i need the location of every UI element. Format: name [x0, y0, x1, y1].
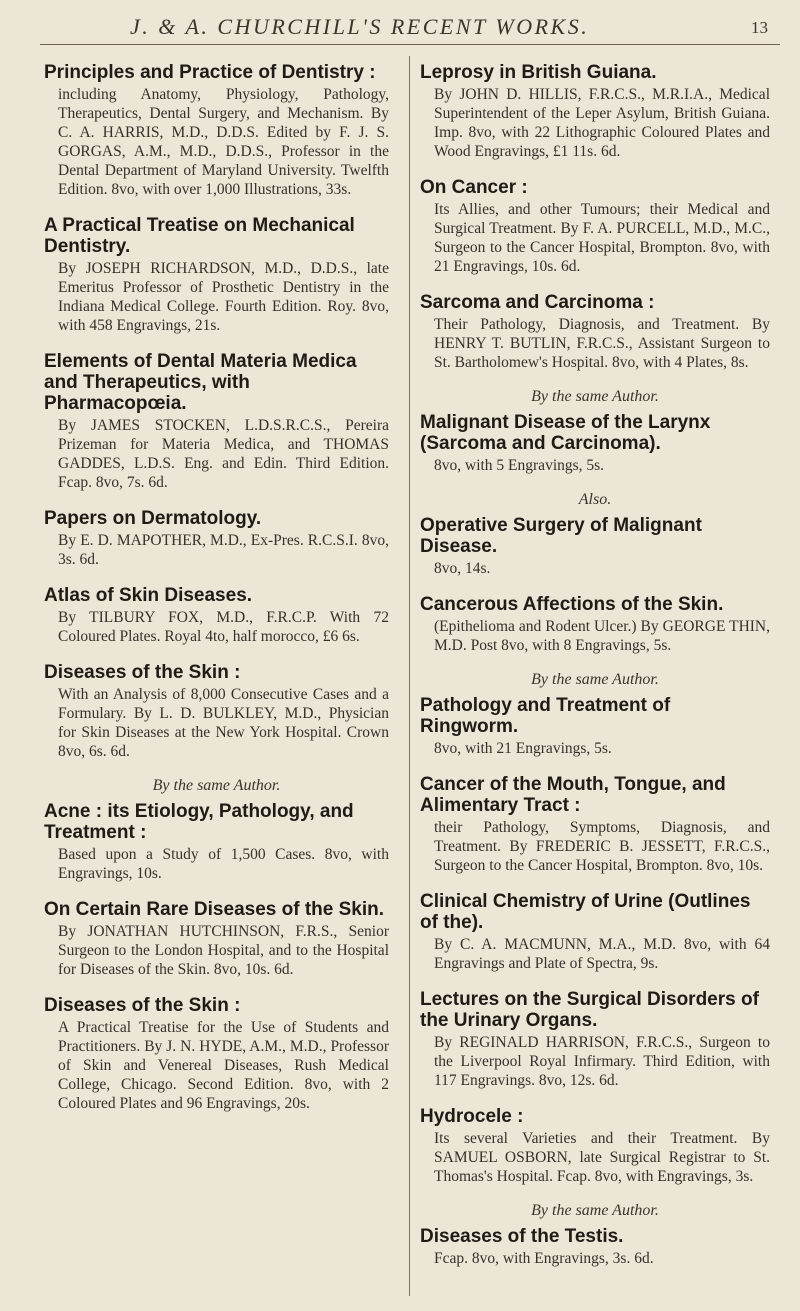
book-entry: [420, 412, 770, 475]
book-title: Sarcoma and Carcinoma :: [420, 292, 655, 313]
book-description: 8vo, with 5 Engravings, 5s.: [434, 457, 605, 474]
book-description: 8vo, with 21 Engravings, 5s.: [434, 740, 612, 757]
left-column: [44, 62, 389, 1129]
book-entry: [420, 177, 770, 276]
book-entry: [44, 508, 389, 569]
page-header: [0, 6, 800, 46]
book-entry: [420, 891, 770, 973]
book-title: Diseases of the Skin :: [44, 662, 241, 683]
book-description: Fcap. 8vo, with Engravings, 3s. 6d.: [434, 1250, 654, 1267]
book-title: Lectures on the Surgical Disorders of the Urinary Organs.: [420, 989, 759, 1031]
book-entry: [420, 594, 770, 655]
book-description: including Anatomy, Physiology, Pathology, Therapeutics, Dental Surgery, and Mechanism. By C. A. HARRIS, M.D., D.D.S. Edited by F. J. S. GORGAS, A.M., M.D., D.D.S., Professor in the Dental Department of Maryland University. Twelfth Edition. 8vo, with over 1,000 Illustrations, 33s.: [58, 86, 389, 198]
book-entry: [420, 1106, 770, 1186]
book-description: By JAMES STOCKEN, L.D.S.R.C.S., Pereira Prizeman for Materia Medica, and THOMAS GADDES, L.D.S. Eng. and Edin. Third Edition. Fcap. 8vo, 7s. 6d.: [58, 417, 389, 491]
running-head: J. & A. CHURCHILL'S RECENT WORKS.: [130, 14, 590, 39]
book-entry: [44, 899, 389, 979]
book-title: Hydrocele :: [420, 1106, 524, 1127]
book-description: Its Allies, and other Tumours; their Medical and Surgical Treatment. By F. A. PURCELL, M.D., M.C., Surgeon to the Cancer Hospital, Brompton. 8vo, with 21 Engravings, 10s. 6d.: [434, 201, 770, 275]
book-entry: [44, 801, 389, 883]
book-title: On Cancer :: [420, 177, 528, 198]
book-entry: [420, 1226, 770, 1268]
book-title: Leprosy in British Guiana.: [420, 62, 657, 83]
book-description: Based upon a Study of 1,500 Cases. 8vo, with Engravings, 10s.: [58, 846, 389, 882]
book-title: Atlas of Skin Diseases.: [44, 585, 253, 606]
book-description: Its several Varieties and their Treatment. By SAMUEL OSBORN, late Surgical Registrar to St. Thomas's Hospital. Fcap. 8vo, with Engravings, 3s.: [434, 1130, 770, 1185]
book-title: Elements of Dental Materia Medica and Therapeutics, with Pharmacopœia.: [44, 351, 357, 414]
book-title: Diseases of the Testis.: [420, 1226, 624, 1247]
book-entry: [44, 662, 389, 761]
header-rule: [40, 44, 780, 45]
byline: Also.: [578, 491, 612, 508]
book-description: (Epithelioma and Rodent Ulcer.) By GEORGE THIN, M.D. Post 8vo, with 8 Engravings, 5s.: [434, 618, 770, 654]
book-description: By JOSEPH RICHARDSON, M.D., D.D.S., late Emeritus Professor of Prosthetic Dentistry in the Indiana Medical College. Fourth Edition. Roy. 8vo, with 458 Engravings, 21s.: [58, 260, 389, 334]
book-entry: [44, 351, 389, 492]
book-description: their Pathology, Symptoms, Diagnosis, and Treatment. By FREDERIC B. JESSETT, F.R.C.S., Surgeon to the Cancer Hospital, Brompton. 8vo, 10s.: [434, 819, 770, 874]
book-entry: [44, 585, 389, 646]
book-title: Malignant Disease of the Larynx (Sarcoma and Carcinoma).: [420, 412, 711, 454]
book-description: With an Analysis of 8,000 Consecutive Cases and a Formulary. By L. D. BULKLEY, M.D., Physician for Skin Diseases at the New York Hospital. Crown 8vo, 6s. 6d.: [58, 686, 389, 760]
page-number: 13: [751, 18, 768, 37]
book-title: A Practical Treatise on Mechanical Dentistry.: [44, 215, 355, 257]
book-title: Principles and Practice of Dentistry :: [44, 62, 376, 83]
book-title: Diseases of the Skin :: [44, 995, 241, 1016]
book-title: On Certain Rare Diseases of the Skin.: [44, 899, 385, 920]
book-title: Papers on Dermatology.: [44, 508, 262, 529]
book-entry: [420, 292, 770, 372]
book-description: A Practical Treatise for the Use of Students and Practitioners. By J. N. HYDE, A.M., M.D., Professor of Skin and Venereal Diseases, Rush Medical College, Chicago. Second Edition. 8vo, with 2 Coloured Plates and 96 Engravings, 20s.: [58, 1019, 389, 1112]
book-title: Clinical Chemistry of Urine (Outlines of the).: [420, 891, 751, 933]
column-divider: [409, 56, 410, 1296]
byline: By the same Author.: [531, 1202, 659, 1219]
book-title: Cancer of the Mouth, Tongue, and Alimentary Tract :: [420, 774, 726, 816]
book-title: Operative Surgery of Malignant Disease.: [420, 515, 702, 557]
book-entry: [44, 215, 389, 335]
book-entry: [420, 515, 770, 578]
right-column: [420, 62, 770, 1284]
book-title: Acne : its Etiology, Pathology, and Treatment :: [44, 801, 354, 843]
book-description: By REGINALD HARRISON, F.R.C.S., Surgeon to the Liverpool Royal Infirmary. Third Edition, with 117 Engravings. 8vo, 12s. 6d.: [434, 1034, 770, 1089]
byline: By the same Author.: [152, 777, 281, 794]
book-title: Cancerous Affections of the Skin.: [420, 594, 724, 615]
book-description: By JONATHAN HUTCHINSON, F.R.S., Senior Surgeon to the London Hospital, and to the Hospital for Diseases of the Skin. 8vo, 10s. 6d.: [58, 923, 389, 978]
book-entry: [420, 62, 770, 161]
byline: By the same Author.: [531, 388, 659, 405]
book-description: By C. A. MACMUNN, M.A., M.D. 8vo, with 64 Engravings and Plate of Spectra, 9s.: [434, 936, 770, 972]
book-entry: [44, 995, 389, 1113]
book-entry: [420, 774, 770, 875]
book-description: 8vo, 14s.: [434, 560, 491, 577]
book-description: By JOHN D. HILLIS, F.R.C.S., M.R.I.A., Medical Superintendent of the Leper Asylum, British Guiana. Imp. 8vo, with 22 Lithographic Coloured Plates and Wood Engravings, £1 11s. 6d.: [434, 86, 770, 160]
book-entry: [420, 695, 770, 758]
book-description: By TILBURY FOX, M.D., F.R.C.P. With 72 Coloured Plates. Royal 4to, half morocco, £6 6s.: [58, 609, 389, 645]
byline: By the same Author.: [531, 671, 659, 688]
book-description: By E. D. MAPOTHER, M.D., Ex-Pres. R.C.S.I. 8vo, 3s. 6d.: [58, 532, 389, 568]
book-title: Pathology and Treatment of Ringworm.: [420, 695, 671, 737]
book-entry: [44, 62, 389, 199]
book-entry: [420, 989, 770, 1090]
book-description: Their Pathology, Diagnosis, and Treatment. By HENRY T. BUTLIN, F.R.C.S., Assistant Surgeon to St. Bartholomew's Hospital. 8vo, with 4 Plates, 8s.: [434, 316, 770, 371]
